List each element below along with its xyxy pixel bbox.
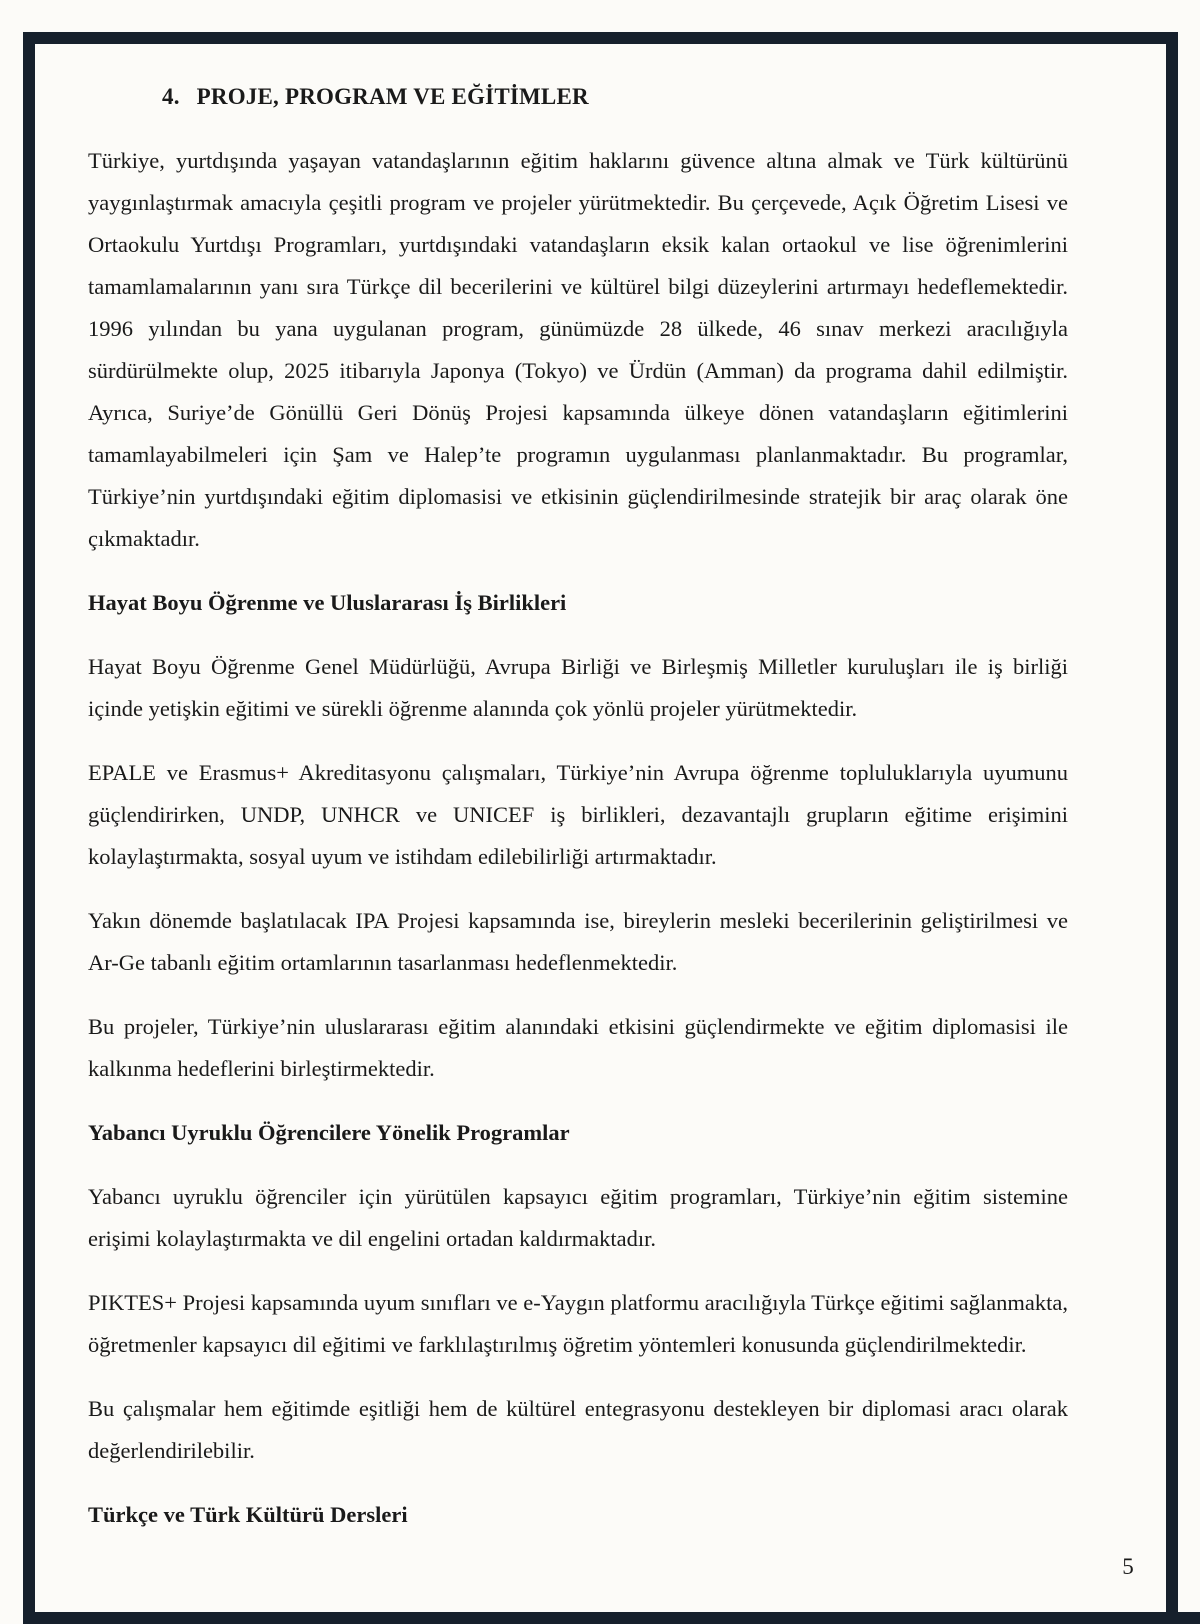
paragraph-projects-summary: Bu projeler, Türkiye’nin uluslararası eğitim alanındaki etkisini güçlendirmekte ve eğitim diplomasisi ile kalkınma hedeflerini birleştirmektedir. (88, 1014, 1068, 1081)
paragraph-open-education-programs: Türkiye, yurtdışında yaşayan vatandaşlarının eğitim haklarını güvence altına almak ve Türk kültürünü yaygınlaştırmak amacıyla çeşitli program ve projeler yürütmektedir. Bu çerçevede, Açık Öğretim Lisesi ve Ortaokulu Yurtdışı Programları, yurtdışındaki vatandaşların eksik kalan ortaokul ve lise öğrenimlerini tamamlamalarının yanı sıra Türkçe dil becerilerini ve kültürel bilgi düzeylerini artırmayı hedeflemektedir. 1996 yılından bu yana uygulanan program, günümüzde 28 ülkede, 46 sınav merkezi aracılığıyla sürdürülmekte olup, 2025 itibarıyla Japonya (Tokyo) ve Ürdün (Amman) da programa dahil edilmiştir. Ayrıca, Suriye’de Gönüllü Geri Dönüş Projesi kapsamında ülkeye dönen vatandaşların eğitimlerini tamamlayabilmeleri için Şam ve Halep’te programın uygulanması planlanmaktadır. Bu programlar, Türkiye’nin yurtdışındaki eğitim diplomasisi ve etkisinin güçlendirilmesinde stratejik bir araç olarak öne çıkmaktadır. (88, 148, 1068, 551)
subheading-lifelong-learning: Hayat Boyu Öğrenme ve Uluslararası İş Birlikleri (88, 590, 567, 615)
paragraph-equality-integration: Bu çalışmalar hem eğitimde eşitliği hem de kültürel entegrasyonu destekleyen bir diplomasi aracı olarak değerlendirilebilir. (88, 1396, 1068, 1463)
paragraph-piktes-project: PIKTES+ Projesi kapsamında uyum sınıfları ve e-Yaygın platformu aracılığıyla Türkçe eğitimi sağlanmakta, öğretmenler kapsayıcı dil eğitimi ve farklılaştırılmış öğretim yöntemleri konusunda güçlendirilmektedir. (88, 1290, 1068, 1357)
section-title: PROJE, PROGRAM VE EĞİTİMLER (196, 84, 589, 109)
section-number: 4. (162, 84, 180, 109)
page-content (88, 76, 1068, 1536)
page-number: 5 (1122, 1554, 1134, 1579)
paragraph-lifelong-learning-dg: Hayat Boyu Öğrenme Genel Müdürlüğü, Avrupa Birliği ve Birleşmiş Milletler kuruluşları ile iş birliği içinde yetişkin eğitimi ve sürekli öğrenme alanında çok yönlü projeler yürütmektedir. (88, 654, 1068, 721)
section-heading (88, 76, 1068, 118)
paragraph-foreign-students-programs: Yabancı uyruklu öğrenciler için yürütülen kapsayıcı eğitim programları, Türkiye’nin eğitim sistemine erişimi kolaylaştırmakta ve dil engelini ortadan kaldırmaktadır. (88, 1184, 1068, 1251)
page-border-bottom-strip (1166, 1612, 1200, 1624)
subheading-turkish-culture-courses: Türkçe ve Türk Kültürü Dersleri (88, 1502, 408, 1527)
subheading-foreign-students: Yabancı Uyruklu Öğrencilere Yönelik Programlar (88, 1120, 570, 1145)
paragraph-ipa-project: Yakın dönemde başlatılacak IPA Projesi kapsamında ise, bireylerin mesleki becerilerinin geliştirilmesi ve Ar-Ge tabanlı eğitim ortamlarının tasarlanması hedeflenmektedir. (88, 908, 1068, 975)
paragraph-epale-erasmus: EPALE ve Erasmus+ Akreditasyonu çalışmaları, Türkiye’nin Avrupa öğrenme topluluklarıyla uyumunu güçlendirirken, UNDP, UNHCR ve UNICEF iş birlikleri, dezavantajlı grupların eğitime erişimini kolaylaştırmakta, sosyal uyum ve istihdam edilebilirliği artırmaktadır. (88, 760, 1068, 869)
